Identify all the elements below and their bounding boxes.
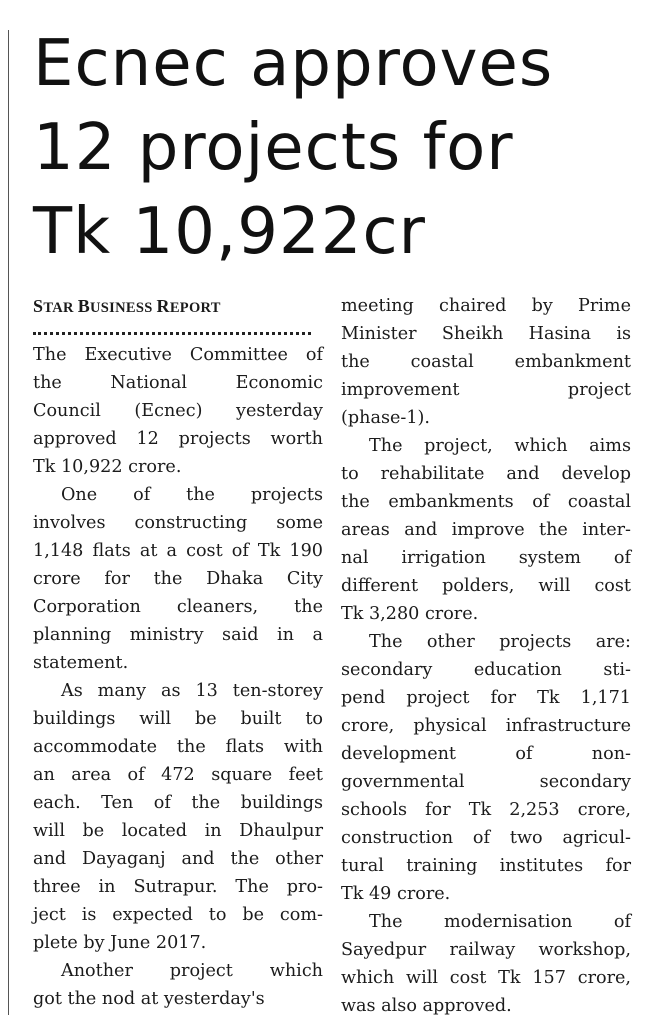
text-line: accommodate the flats with [33,737,323,757]
text-line: was also approved. [341,996,512,1016]
text-line: Tk 49 crore. [341,884,451,904]
text-line: governmental secondary [341,772,631,792]
text-line: development of non- [341,744,631,764]
text-line: an area of 472 square feet [33,765,323,785]
paragraph [33,677,323,957]
paragraph [33,957,323,1013]
column-rule [8,30,9,1015]
paragraph [341,908,631,1020]
headline-line: 12 projects for [33,111,514,185]
text-line: different polders, will cost [341,576,631,596]
text-line: secondary education sti- [341,660,631,680]
text-line: areas and improve the inter- [341,520,631,540]
text-line: meeting chaired by Prime [341,296,631,316]
text-line: Council (Ecnec) yesterday [33,401,323,421]
text-line: the National Economic [33,373,323,393]
text-line: buildings will be built to [33,709,323,729]
text-line: improvement project [341,380,631,400]
text-line: plete by June 2017. [33,933,207,953]
text-line: One of the projects [61,485,323,505]
headline-line: Tk 10,922cr [33,195,426,269]
text-line: involves constructing some [33,513,323,533]
text-line: Tk 3,280 crore. [341,604,479,624]
text-line: ject is expected to be com- [33,905,323,925]
text-line: which will cost Tk 157 crore, [341,968,631,988]
right-column [341,292,631,1020]
text-line: As many as 13 ten-storey [61,681,323,701]
text-line: Tk 10,922 crore. [33,457,182,477]
text-line: approved 12 projects worth [33,429,323,449]
headline-line: Ecnec approves [33,27,554,101]
text-line: three in Sutrapur. The pro- [33,877,323,897]
left-column [33,292,323,1013]
text-line: to rehabilitate and develop [341,464,631,484]
text-line: The other projects are: [369,632,631,652]
text-line: The project, which aims [369,436,631,456]
dotted-divider [33,322,311,335]
text-line: the coastal embankment [341,352,631,372]
text-line: Minister Sheikh Hasina is [341,324,631,344]
text-line: crore for the Dhaka City [33,569,323,589]
text-line: schools for Tk 2,253 crore, [341,800,631,820]
paragraph [341,628,631,908]
text-line: and Dayaganj and the other [33,849,323,869]
text-line: statement. [33,653,129,673]
text-line: Corporation cleaners, the [33,597,323,617]
paragraph [341,432,631,628]
text-line: planning ministry said in a [33,625,323,645]
text-line: Another project which [61,961,323,981]
text-line: The modernisation of [369,912,631,932]
headline [33,22,658,274]
text-line: The Executive Committee of [33,345,323,365]
left-paragraphs [33,341,323,1013]
text-line: nal irrigation system of [341,548,631,568]
text-line: will be located in Dhaulpur [33,821,323,841]
text-line: tural training institutes for [341,856,631,876]
paragraph [341,292,631,432]
text-line: construction of two agricul- [341,828,631,848]
text-line: crore, physical infrastructure [341,716,631,736]
text-line: (phase-1). [341,408,430,428]
right-paragraphs [341,292,631,1020]
byline: STAR BUSINESS REPORT [33,296,221,316]
text-line: each. Ten of the buildings [33,793,323,813]
text-line: pend project for Tk 1,171 [341,688,631,708]
text-line: got the nod at yesterday's [33,989,265,1009]
paragraph [33,481,323,677]
text-line: 1,148 flats at a cost of Tk 190 [33,541,323,561]
paragraph [33,341,323,481]
text-line: the embankments of coastal [341,492,631,512]
text-line: Sayedpur railway workshop, [341,940,631,960]
